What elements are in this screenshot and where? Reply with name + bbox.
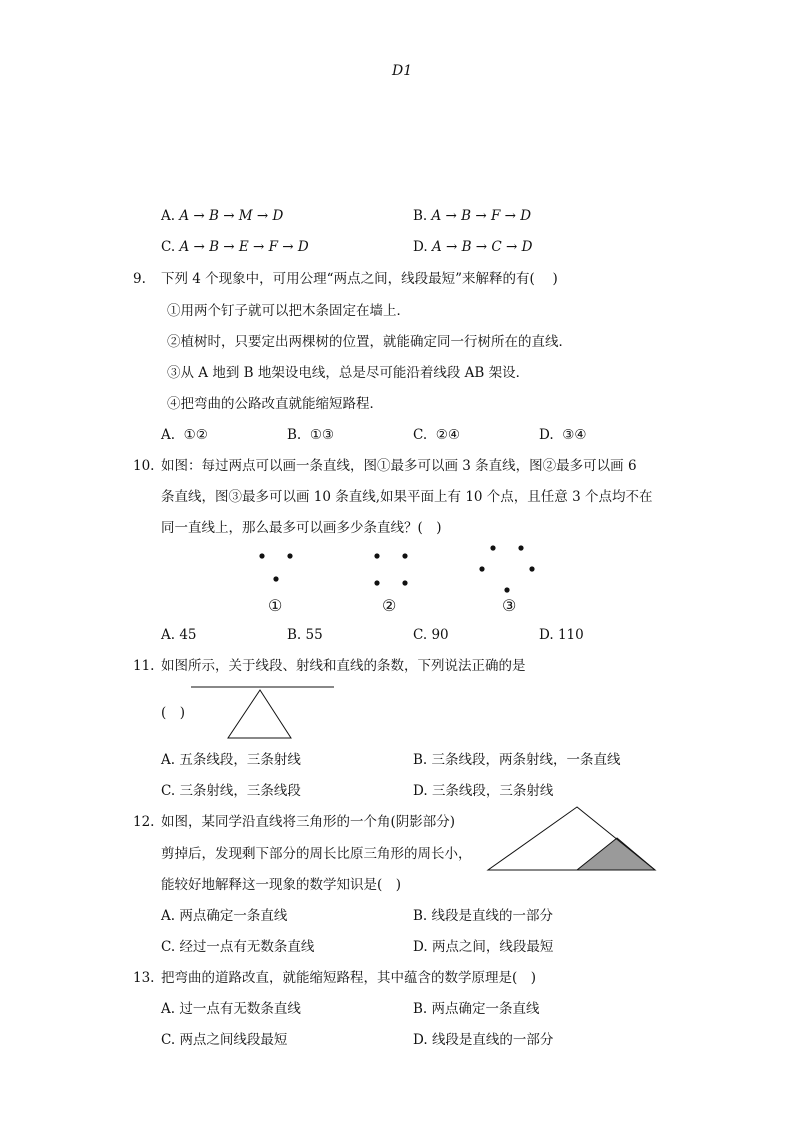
- fig1-dot: [273, 576, 278, 581]
- fig2-dot: [374, 553, 379, 558]
- q11-stem: 如图所示，关于线段、射线和直线的条数，下列说法正确的是: [161, 658, 526, 674]
- q13-option-d: D. 线段是直线的一部分: [413, 1032, 554, 1048]
- q11-option-a: A. 五条线段，三条射线: [161, 752, 301, 768]
- q12-triangle: [488, 807, 655, 870]
- fig3-dot: [504, 587, 509, 592]
- q12-stem-line-2: 剪掉后，发现剩下部分的周长比原三角形的周长小，: [161, 846, 472, 862]
- q9-item-3: ③从 A 地到 B 地架设电线，总是尽可能沿着线段 AB 架设．: [167, 365, 530, 381]
- q13-option-b: B. 两点确定一条直线: [413, 1001, 540, 1017]
- fig3-dot: [479, 566, 484, 571]
- q9-stem: 下列 4 个现象中，可用公理“两点之间，线段最短”来解释的有( ): [161, 271, 558, 287]
- q8-option-b: B. A → B → F → D: [413, 208, 532, 224]
- q10-stem-line-1: 如图：每过两点可以画一条直线，图①最多可以画 3 条直线，图②最多可以画 6: [161, 458, 637, 474]
- q11-option-b: B. 三条线段，两条射线，一条直线: [413, 752, 621, 768]
- q12-option-b: B. 线段是直线的一部分: [413, 908, 554, 924]
- q9-option-b: B. ①③: [287, 427, 335, 443]
- q9-item-1: ①用两个钉子就可以把木条固定在墙上．: [167, 303, 410, 319]
- q10-option-d: D. 110: [539, 627, 584, 643]
- q10-figure-label-1: ①: [268, 596, 283, 615]
- q9-item-2: ②植树时，只要定出两棵树的位置，就能确定同一行树所在的直线．: [167, 334, 572, 350]
- fig2-dot: [402, 553, 407, 558]
- q8-option-c: C. A → B → E → F → D: [161, 239, 309, 255]
- q12-option-d: D. 两点之间，线段最短: [413, 939, 554, 955]
- fig2-dot: [402, 580, 407, 585]
- fig1-dot: [287, 553, 292, 558]
- q10-option-a: A. 45: [161, 627, 197, 643]
- q12-stem-line-1: 如图，某同学沿直线将三角形的一个角(阴影部分): [161, 814, 456, 830]
- q12-number: 12.: [133, 814, 155, 830]
- q9-number: 9.: [133, 271, 146, 287]
- q12-shaded-corner: [577, 838, 655, 870]
- q10-option-c: C. 90: [413, 627, 449, 643]
- q11-option-d: D. 三条线段，三条射线: [413, 783, 554, 799]
- fig3-dot: [529, 566, 534, 571]
- q10-number: 10.: [133, 458, 155, 474]
- q12-option-c: C. 经过一点有无数条直线: [161, 939, 315, 955]
- fig1-dot: [259, 553, 264, 558]
- q11-paren: ( ): [161, 705, 186, 721]
- q8-option-a: A. A → B → M → D: [161, 208, 284, 224]
- fig3-dot: [490, 545, 495, 550]
- q8-option-d: D. A → B → C → D: [413, 239, 533, 255]
- q12-stem-line-3: 能较好地解释这一现象的数学知识是( ): [161, 877, 402, 893]
- q10-stem-line-3: 同一直线上，那么最多可以画多少条直线？( ): [161, 520, 442, 536]
- q13-number: 13.: [133, 970, 155, 986]
- q9-option-a: A. ①②: [161, 427, 208, 443]
- q13-option-c: C. 两点之间线段最短: [161, 1032, 288, 1048]
- q10-figure-label-3: ③: [502, 596, 517, 615]
- q11-number: 11.: [133, 658, 155, 674]
- q10-stem-line-2: 条直线，图③最多可以画 10 条直线,如果平面上有 10 个点，且任意 3 个点均不在: [161, 489, 653, 505]
- q9-option-d: D. ③④: [539, 427, 587, 443]
- fig3-dot: [518, 545, 523, 550]
- fig2-dot: [374, 580, 379, 585]
- q10-option-b: B. 55: [287, 627, 323, 643]
- q13-option-a: A. 过一点有无数条直线: [161, 1001, 301, 1017]
- q9-item-4: ④把弯曲的公路改直就能缩短路程．: [167, 396, 383, 412]
- figure-label-d1: D1: [392, 63, 413, 79]
- q12-option-a: A. 两点确定一条直线: [161, 908, 288, 924]
- q9-option-c: C. ②④: [413, 427, 460, 443]
- q13-stem: 把弯曲的道路改直，就能缩短路程，其中蕴含的数学原理是( ): [161, 970, 537, 986]
- q11-option-c: C. 三条射线，三条线段: [161, 783, 301, 799]
- q10-figure-label-2: ②: [382, 596, 397, 615]
